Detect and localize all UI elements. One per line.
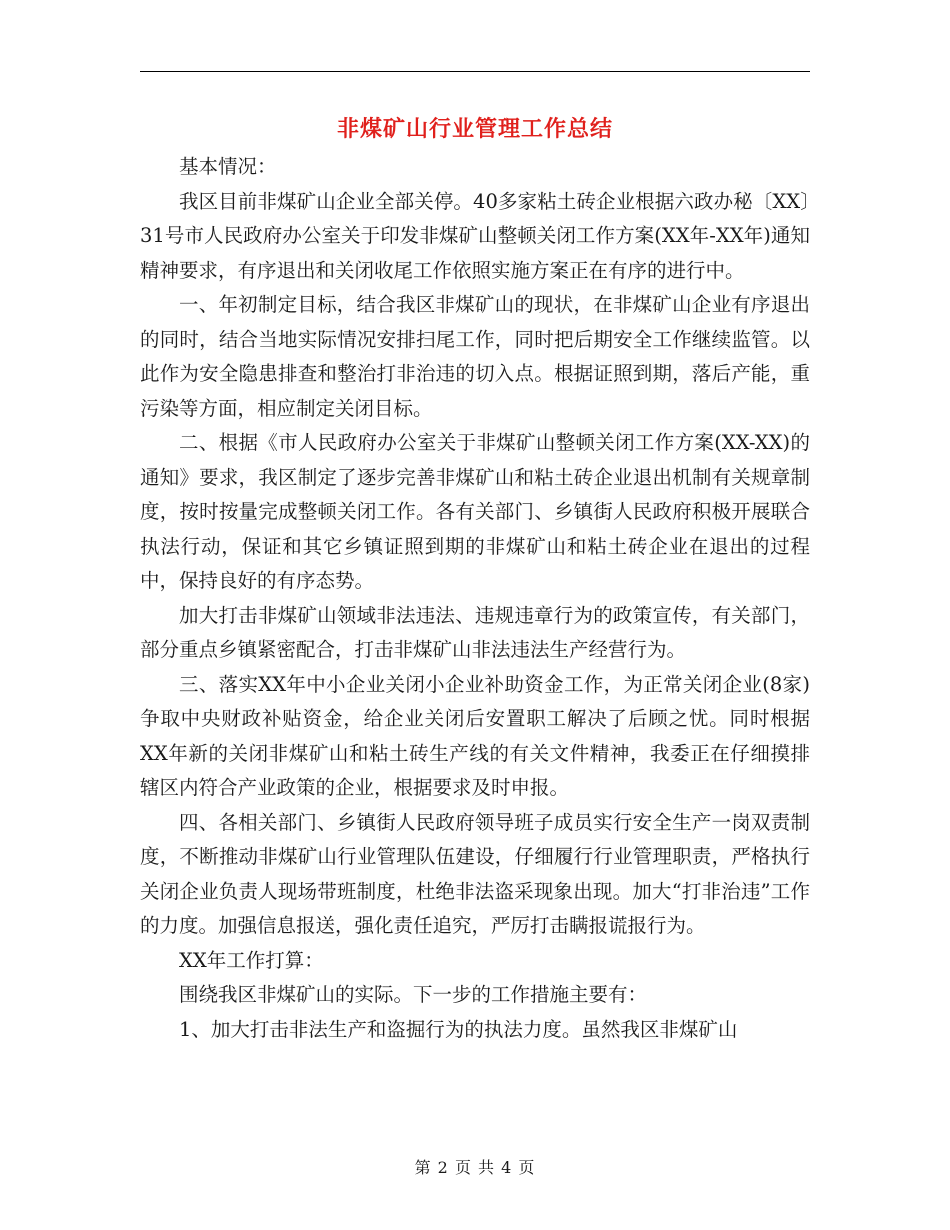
- paragraph-item-1: 一、年初制定目标，结合我区非煤矿山的现状，在非煤矿山企业有序退出的同时，结合当地实际情况安排扫尾工作，同时把后期安全工作继续监管。以此作为安全隐患排查和整治打非治违的切入点。根据证照到期，落后产能，重污染等方面，相应制定关闭目标。: [140, 293, 810, 420]
- paragraph-plan-heading: XX年工作打算：: [179, 948, 324, 972]
- header-rule: [140, 71, 810, 72]
- paragraph-plan-item-1: 1、加大打击非法生产和盗掘行为的执法力度。虽然我区非煤矿山: [179, 1017, 738, 1041]
- paragraph-overview: 我区目前非煤矿山企业全部关停。40多家粘土砖企业根据六政办秘〔XX〕31号市人民政府办公室关于印发非煤矿山整顿关闭工作方案(XX年-XX年)通知精神要求，有序退出和关闭收尾工作依照实施方案正在有序的进行中。: [140, 189, 810, 282]
- page-title: 非煤矿山行业管理工作总结: [336, 117, 613, 142]
- page-number: 第 2 页 共 4 页: [414, 1158, 536, 1177]
- paragraph-item-3: 三、落实XX年中小企业关闭小企业补助资金工作，为正常关闭企业(8家)争取中央财政补贴资金，给企业关闭后安置职工解决了后顾之忧。同时根据XX年新的关闭非煤矿山和粘土砖生产线的有关文件精神，我委正在仔细摸排辖区内符合产业政策的企业，根据要求及时申报。: [140, 672, 810, 799]
- paragraph-item-4: 四、各相关部门、乡镇街人民政府领导班子成员实行安全生产一岗双责制度，不断推动非煤矿山行业管理队伍建设，仔细履行行业管理职责，严格执行关闭企业负责人现场带班制度，杜绝非法盗采现象出现。加大“打非治违”工作的力度。加强信息报送，强化责任追究，严厉打击瞒报谎报行为。: [140, 810, 810, 937]
- paragraph-plan-intro: 围绕我区非煤矿山的实际。下一步的工作措施主要有：: [179, 983, 648, 1006]
- document-body: [140, 150, 810, 1047]
- paragraph-item-2: 二、根据《市人民政府办公室关于非煤矿山整顿关闭工作方案(XX-XX)的通知》要求，我区制定了逐步完善非煤矿山和粘土砖企业退出机制有关规章制度，按时按量完成整顿关闭工作。各有关部门、乡镇街人民政府积极开展联合执法行动，保证和其它乡镇证照到期的非煤矿山和粘土砖企业在退出的过程中，保持良好的有序态势。: [140, 431, 810, 592]
- paragraph-basic-info-heading: 基本情况：: [179, 155, 277, 178]
- paragraph-enforcement: 加大打击非煤矿山领域非法违法、违规违章行为的政策宣传，有关部门，部分重点乡镇紧密配合，打击非煤矿山非法违法生产经营行为。: [140, 603, 810, 661]
